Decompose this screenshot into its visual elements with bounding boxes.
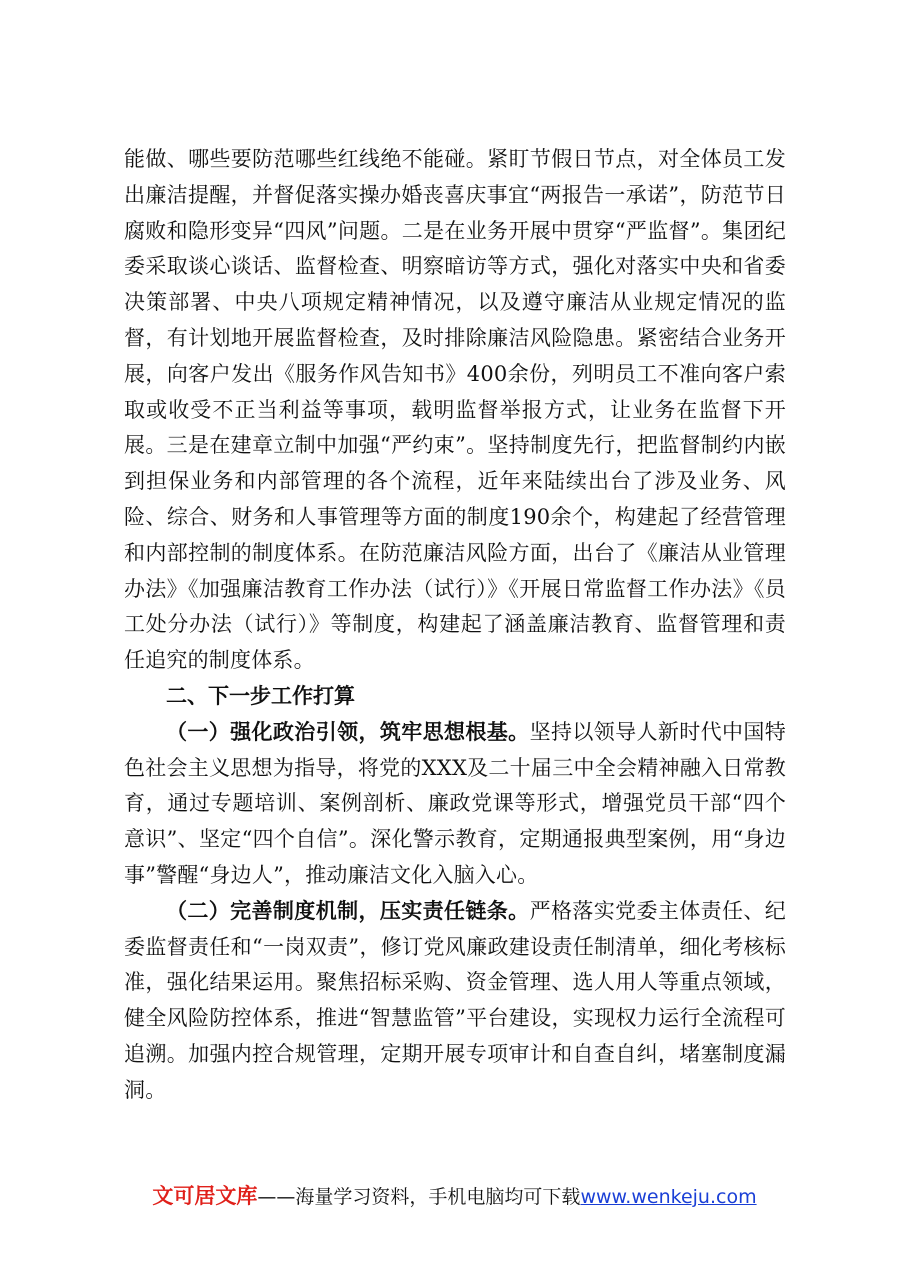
item-2-lead: （二）完善制度机制，压实责任链条。 [166,898,530,923]
footer-brand: 文可居文库 [152,1184,258,1208]
list-item-1 [124,715,786,894]
footer-tagline: ——海量学习资料，手机电脑均可下载 [257,1186,581,1208]
body-paragraph: 能做、哪些要防范哪些红线绝不能碰。紧盯节假日节点，对全体员工发出廉洁提醒，并督促落实操办婚丧喜庆事宜“两报告一承诺”，防范节日腐败和隐形变异“四风”问题。二是在业务开展中贯穿“严监督”。集团纪委采取谈心谈话、监督检查、明察暗访等方式，强化对落实中央和省委决策部署、中央八项规定精神情况，以及遵守廉洁从业规定情况的监督，有计划地开展监督检查，及时排除廉洁风险隐患。紧密结合业务开展，向客户发出《服务作风告知书》400余份，列明员工不准向客户索取或收受不正当利益等事项，载明监督举报方式，让业务在监督下开展。三是在建章立制中加强“严约束”。坚持制度先行，把监督制约内嵌到担保业务和内部管理的各个流程，近年来陆续出台了涉及业务、风险、综合、财务和人事管理等方面的制度190余个，构建起了经营管理和内部控制的制度体系。在防范廉洁风险方面，出台了《廉洁从业管理办法》《加强廉洁教育工作办法（试行）》《开展日常监督工作办法》《员工处分办法（试行）》等制度，构建起了涵盖廉洁教育、监督管理和责任追究的制度体系。 [124,147,786,673]
item-2-text: 严格落实党委主体责任、纪委监督责任和“一岗双责”，修订党风廉政建设责任制清单，细化考核标准，强化结果运用。聚焦招标采购、资金管理、选人用人等重点领域，健全风险防控体系，推进“智慧监管”平台建设，实现权力运行全流程可追溯。加强内控合规管理，定期开展专项审计和自查自纠，堵塞制度漏洞。 [124,898,786,1102]
section-heading: 二、下一步工作打算 [166,683,355,708]
item-1-text: 坚持以领导人新时代中国特色社会主义思想为指导，将党的XXX及二十届三中全会精神融入日常教育，通过专题培训、案例剖析、廉政党课等形式，增强党员干部“四个意识”、坚定“四个自信”。深化警示教育，定期通报典型案例，用“身边事”警醒“身边人”，推动廉洁文化入脑入心。 [124,719,786,887]
footer-link[interactable]: www.wenkeju.com [580,1186,757,1208]
list-item-2 [124,894,786,1109]
item-1-lead: （一）强化政治引领，筑牢思想根基。 [166,719,530,744]
page-footer [0,1183,909,1210]
document-body [124,142,786,1109]
